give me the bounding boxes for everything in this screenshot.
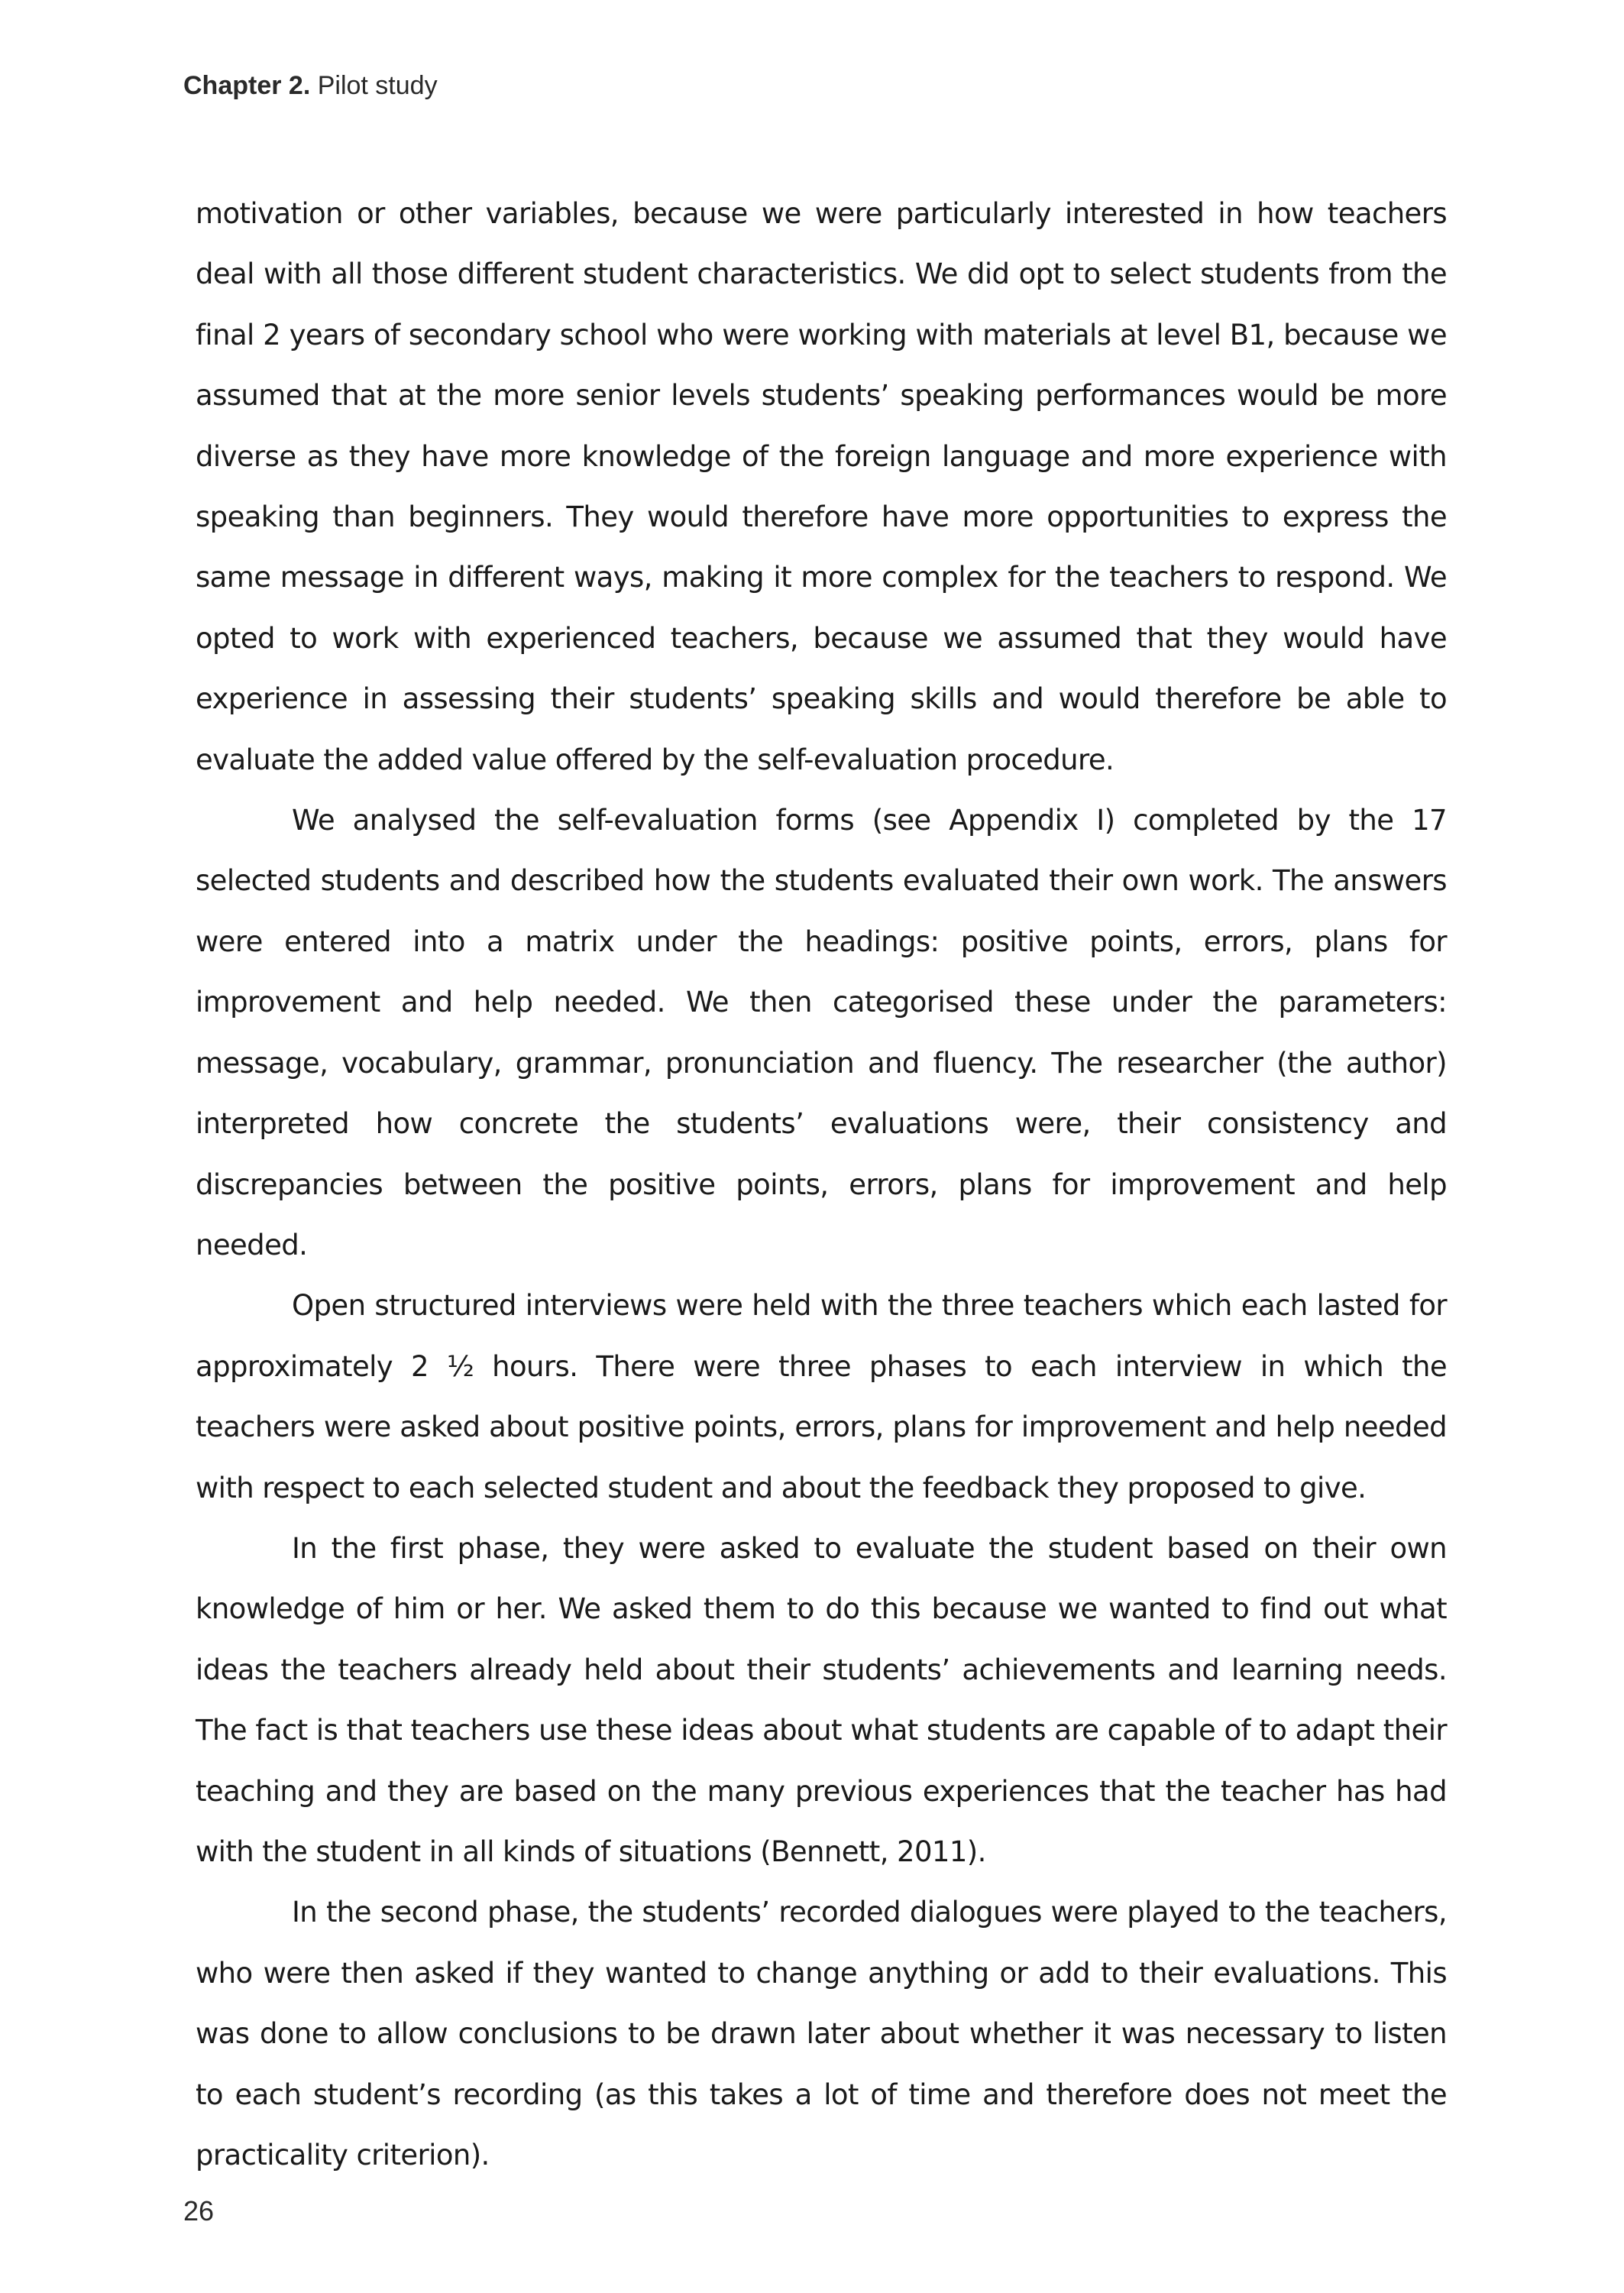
body-text xyxy=(196,183,1447,2185)
paragraph: We analysed the self-evaluation forms (see Appendix I) completed by the 17 selected students and described how the students evaluated their own work. The answers were entered into a matrix under the headings: positive points, errors, plans for improvement and help needed. We then categorised these under the parameters: message, vocabulary, grammar, pronunciation and fluency. The researcher (the author) interpreted how concrete the students’ evaluations were, their consistency and discrepancies between the positive points, errors, plans for improvement and help needed. xyxy=(196,804,1447,1261)
chapter-title: Pilot study xyxy=(317,71,438,100)
paragraph: Open structured interviews were held with the three teachers which each lasted for approximately 2 ½ hours. There were three phases to each interview in which the teachers were asked about positive points, errors, plans for improvement and help needed with respect to each selected student and about the feedback they proposed to give. xyxy=(196,1289,1447,1504)
page-number: 26 xyxy=(183,2195,215,2227)
chapter-label: Chapter 2. xyxy=(183,71,311,100)
paragraph: In the first phase, they were asked to evaluate the student based on their own knowledge of him or her. We asked them to do this because we wanted to find out what ideas the teachers already held about their students’ achievements and learning needs. The fact is that teachers use these ideas about what students are capable of to adapt their teaching and they are based on the many previous experiences that the teacher has had with the student in all kinds of situations (Bennett, 2011). xyxy=(196,1531,1447,1868)
paragraph: In the second phase, the students’ recorded dialogues were played to the teachers, who were then asked if they wanted to change anything or add to their evaluations. This was done to allow conclusions to be drawn later about whether it was necessary to listen to each student’s recording (as this takes a lot of time and therefore does not meet the practicality criterion). xyxy=(196,1896,1447,2172)
running-header xyxy=(183,67,438,104)
paragraph: motivation or other variables, because we were particularly interested in how teachers deal with all those different student characteristics. We did opt to select students from the final 2 years of secondary school who were working with materials at level B1, because we assumed that at the more senior levels students’ speaking performances would be more diverse as they have more knowledge of the foreign language and more experience with speaking than beginners. They would therefore have more opportunities to express the same message in different ways, making it more complex for the teachers to respond. We opted to work with experienced teachers, because we assumed that they would have experience in assessing their students’ speaking skills and would therefore be able to evaluate the added value offered by the self-evaluation procedure. xyxy=(196,197,1447,776)
